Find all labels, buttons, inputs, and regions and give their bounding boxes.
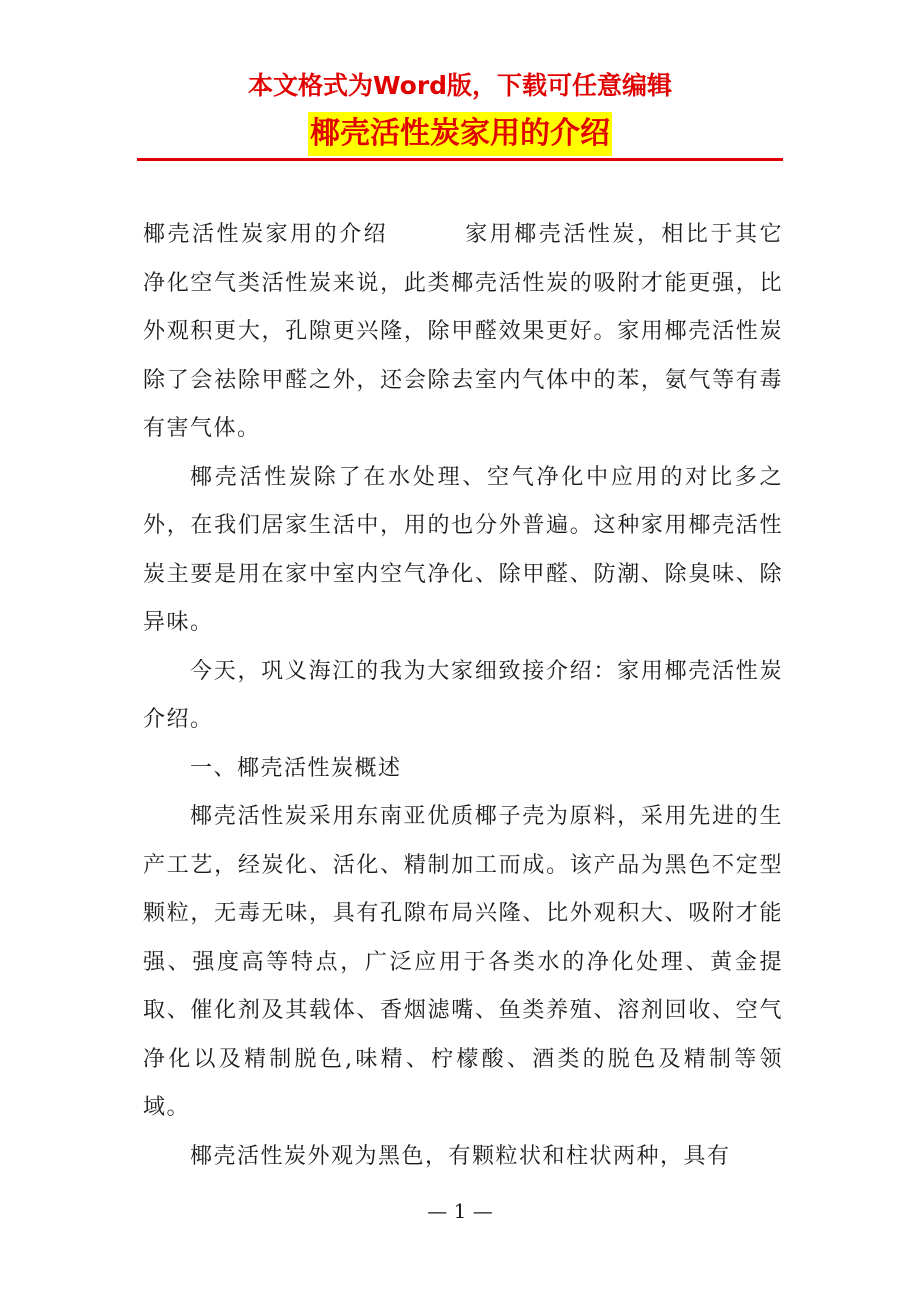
paragraph-1: 家用椰壳活性炭，相比于其它净化空气类活性炭来说，此类椰壳活性炭的吸附才能更强，比外观积更大，孔隙更兴隆，除甲醛效果更好。家用椰壳活性炭除了会祛除甲醛之外，还会除去室内气体中的苯，氨气等有毒有害气体。 (143, 222, 783, 441)
lead-paragraph (143, 211, 783, 454)
paragraph-5: 椰壳活性炭外观为黑色，有颗粒状和柱状两种，具有 (190, 1143, 731, 1169)
title-divider (137, 158, 783, 161)
document-body (143, 211, 783, 1181)
document-title: 椰壳活性炭家用的介绍 (308, 112, 612, 156)
title-container (0, 112, 920, 156)
paragraph-4: 椰壳活性炭采用东南亚优质椰子壳为原料，采用先进的生产工艺，经炭化、活化、精制加工而成。该产品为黑色不定型颗粒，无毒无味，具有孔隙布局兴隆、比外观积大、吸附才能强、强度高等特点，广泛应用于各类水的净化处理、黄金提取、催化剂及其载体、香烟滤嘴、鱼类养殖、溶剂回收、空气净化以及精制脱色,味精、柠檬酸、酒类的脱色及精制等领域。 (143, 804, 783, 1120)
section-heading: 一、椰壳活性炭概述 (190, 755, 402, 781)
format-notice-banner: 本文格式为Word版，下载可任意编辑 (247, 71, 673, 100)
lead-title: 椰壳活性炭家用的介绍 (143, 222, 389, 247)
paragraph-2: 椰壳活性炭除了在水处理、空气净化中应用的对比多之外，在我们居家生活中，用的也分外普遍。这种家用椰壳活性炭主要是用在家中室内空气净化、除甲醛、防潮、除臭味、除异味。 (143, 464, 783, 635)
page-number: — 1 — (427, 1199, 493, 1223)
paragraph-3: 今天，巩义海江的我为大家细致接介绍：家用椰壳活性炭介绍。 (143, 658, 783, 732)
